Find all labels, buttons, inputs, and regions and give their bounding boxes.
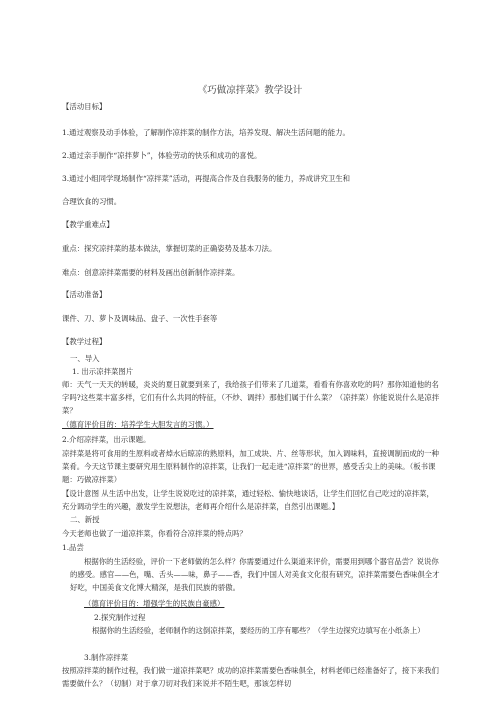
make-paragraph: 按照凉拌菜的制作过程，我们做一道凉拌菜吧？成功的凉拌菜需要色香味俱全，材料老师已经准备好了，接下来我们需要做什么？（切制）对于拿刀切对我们来说并不陌生吧，那该怎样切 [62,666,439,688]
section-intro: 一、导入 [70,354,100,363]
goal-item: 合理饮食的习惯。 [62,197,122,206]
difficulty-point: 难点：创意凉拌菜需要的材料及画出创新制作凉拌菜。 [62,268,240,277]
step-intro-dish: 2.介绍凉拌菜，出示课题。 [62,435,151,444]
definition-paragraph: 凉拌菜是将可食用的生原料或者焯水后晾凉的熟原料，加工成块、片、丝等形状，加入调味料，直接调制而成的一种菜肴。今天这节课主要研究用生原料制作的凉拌菜，让我们一起走进“凉拌菜”的世界，感受舌尖上的美味。（板书课题：巧做凉拌菜） [62,449,439,484]
prep-heading: 【活动准备】 [62,290,107,299]
goal-item: 1.通过观察及动手体验，了解制作凉拌菜的制作方法，培养发现、解决生活问题的能力。 [62,128,350,137]
prep-materials: 课件、刀、萝卜及调味品、盘子、一次性手套等 [62,314,218,323]
step-make: 3.制作凉拌菜 [84,653,129,662]
document-title: 《巧做凉拌菜》教学设计 [197,85,303,96]
moral-eval-note: （德育评价目的：增强学生的民族自豪感） [84,599,225,608]
goal-item: 2.通过亲手制作“凉拌萝卜”，体验劳动的快乐和成功的喜悦。 [62,151,262,160]
explore-paragraph: 根据你的生活经验，老师制作的这倒凉拌菜，要经历的工序有哪些？（学生边探究边填写在小纸条上） [92,626,425,635]
step-explore: 2.探究制作过程 [94,613,146,622]
moral-eval-note: （德育评价目的：培养学生大胆发言的习惯。） [62,420,214,429]
lesson-question: 今天老师也做了一道凉拌菜，你看符合凉拌菜的特点吗？ [62,529,247,538]
step-taste: 1.品尝 [62,543,84,552]
goals-heading: 【活动目标】 [62,102,107,111]
process-heading: 【教学过程】 [62,337,107,346]
section-new-lesson: 二、新授 [70,515,100,524]
design-intent: 【设计意图 从生活中出发，让学生说说吃过的凉拌菜，通过轻松、愉快地谈话，让学生们回忆自己吃过的凉拌菜，充分调动学生的兴趣，激发学生说想法，老师再介绍什么是凉拌菜，自然引出课题。】 [62,489,434,511]
step-show-pictures: 1. 出示凉拌菜图片 [72,367,134,376]
key-point: 重点：探究凉拌菜的基本做法，掌握切菜的正确姿势及基本刀法。 [62,244,277,253]
goal-item: 3.通过小组同学现场制作“凉拌菜”活动，再提高合作及自我服务的能力，养成讲究卫生和 [62,174,351,183]
tasting-paragraph: 根据你的生活经验，评价一下老师做的怎么样？你需要通过什么渠道来评价，需要用到哪个器官品尝？说说你的感受。感官——色，嘴、舌头——味，鼻子——香，我们中国人对美食文化很有研究，凉拌菜需要色香味俱全才好吃，中国美食文化博大精深，是我们民族的骄傲。 [70,557,440,592]
teacher-dialogue: 师：天气一天天的转暖，炎炎的夏日就要到来了，我给孩子们带来了几道菜，看看有你喜欢吃的吗？那你知道他的名字吗?这些菜丰富多样，它们有什么共同的特征，（不炒、调拌）那他们属于什么菜？（凉拌菜）你能说说什么是凉拌菜？ [62,380,440,415]
key-heading: 【教学重难点】 [62,220,114,229]
